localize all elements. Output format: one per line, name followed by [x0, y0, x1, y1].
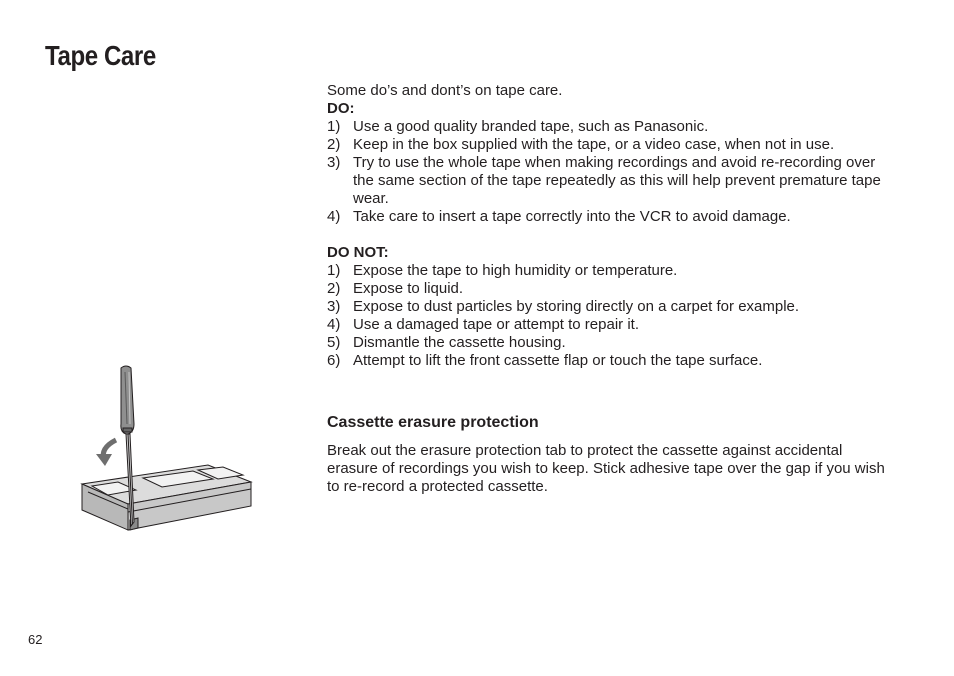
list-text: Dismantle the cassette housing.	[353, 334, 566, 351]
do-not-list	[327, 262, 927, 370]
curved-arrow-icon	[96, 440, 116, 466]
list-item	[327, 118, 927, 136]
list-number: 3)	[327, 298, 341, 315]
main-content	[327, 82, 927, 496]
list-item	[327, 136, 927, 154]
list-number: 4)	[327, 316, 341, 333]
list-text: Expose to dust particles by storing directly on a carpet for example.	[353, 298, 800, 315]
cassette-illustration	[78, 362, 258, 537]
list-text: Expose to liquid.	[353, 280, 464, 297]
list-text: Use a damaged tape or attempt to repair it.	[353, 316, 639, 333]
do-not-heading: DO NOT:	[327, 244, 389, 261]
list-number: 4)	[327, 208, 341, 225]
page-number: 62	[28, 632, 43, 647]
list-item	[327, 352, 927, 370]
list-item	[327, 208, 927, 226]
list-text: Keep in the box supplied with the tape, or a video case, when not in use.	[353, 136, 835, 153]
list-text: Expose the tape to high humidity or temperature.	[353, 262, 678, 279]
list-item	[327, 316, 927, 334]
list-item	[327, 334, 927, 352]
list-number: 1)	[327, 262, 341, 279]
list-number: 6)	[327, 352, 341, 369]
list-item	[327, 154, 893, 208]
do-heading: DO:	[327, 100, 355, 117]
list-text: Attempt to lift the front cassette flap or touch the tape surface.	[353, 352, 763, 369]
list-item	[327, 280, 927, 298]
list-item	[327, 298, 927, 316]
page-title: Tape Care	[45, 40, 156, 71]
do-list	[327, 118, 927, 226]
intro-text: Some do’s and dont’s on tape care.	[327, 82, 563, 99]
video-cassette-icon	[82, 465, 251, 530]
list-number: 5)	[327, 334, 341, 351]
list-item	[327, 262, 927, 280]
list-number: 2)	[327, 136, 341, 153]
list-number: 3)	[327, 154, 341, 171]
erasure-text: Break out the erasure protection tab to protect the cassette against accidental erasure of recordings you wish to keep. Stick adhesive tape over the gap if you wish to re-record a protected cassette.	[327, 442, 885, 495]
erasure-heading: Cassette erasure protection	[327, 414, 539, 431]
list-number: 2)	[327, 280, 341, 297]
list-text: Use a good quality branded tape, such as Panasonic.	[353, 118, 709, 135]
list-text: Take care to insert a tape correctly into the VCR to avoid damage.	[353, 208, 791, 225]
list-number: 1)	[327, 118, 341, 135]
list-text: Try to use the whole tape when making recordings and avoid re-recording over the same section of the tape repeatedly as this will help prevent premature tape wear.	[353, 154, 881, 207]
